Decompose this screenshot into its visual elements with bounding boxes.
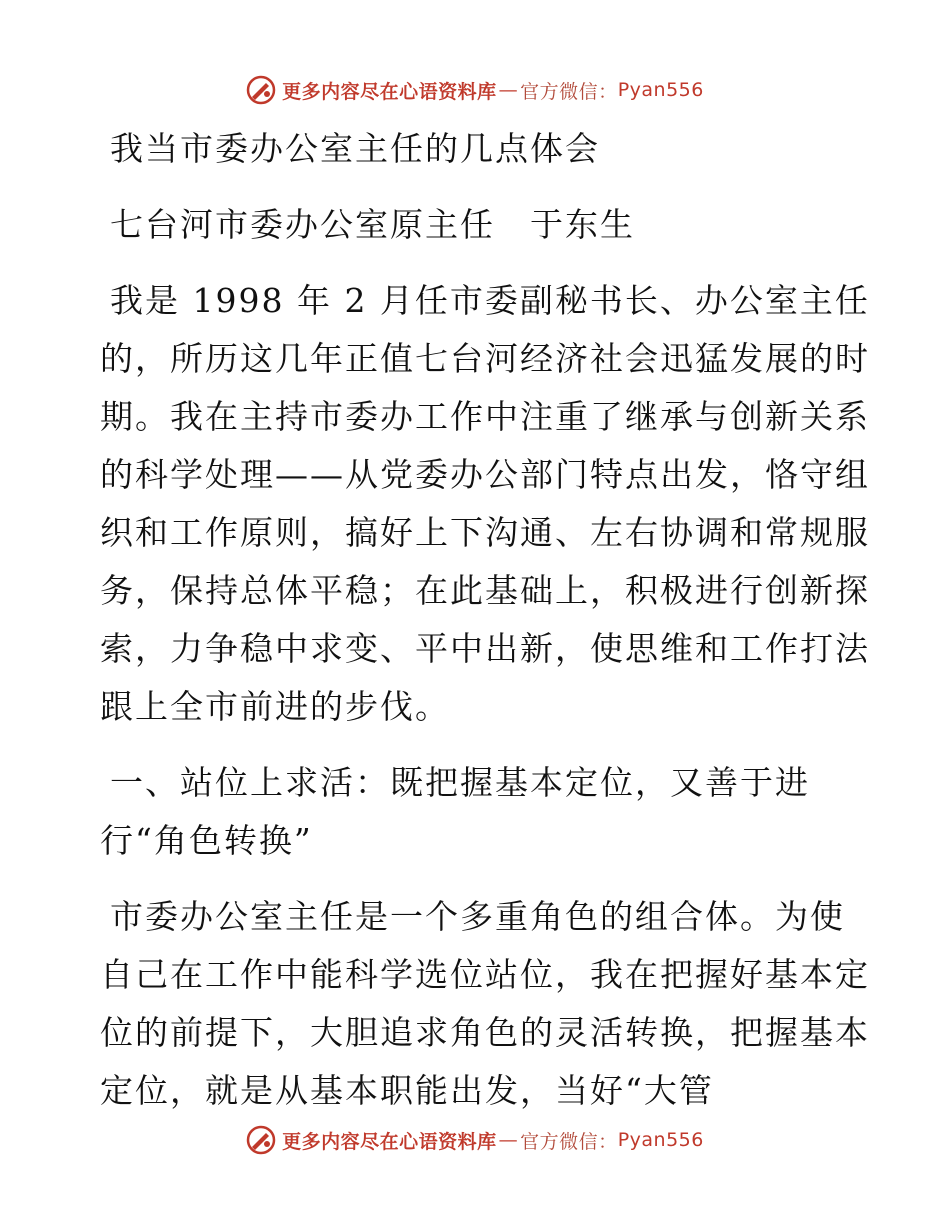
paragraph-intro	[100, 272, 870, 736]
watermark-wechat-id: Pyan556	[617, 79, 704, 101]
watermark-header	[0, 70, 950, 110]
watermark-footer	[0, 1120, 950, 1160]
pen-logo-icon	[246, 1125, 276, 1155]
watermark-separator: —	[498, 1129, 519, 1151]
paragraph-roles	[100, 888, 870, 1120]
watermark-text: 更多内容尽在心语资料库	[282, 80, 497, 103]
heading-line: 一、站位上求活：既把握基本定位，又善于进	[110, 763, 810, 802]
paragraph-line: 我是 1998 年 2 月任市委副秘书长、办公室主任	[110, 281, 870, 320]
paragraph-line: 期。我在主持市委办工作中注重了继承与创新关系	[100, 397, 870, 436]
paragraph-line: 的，所历这几年正值七台河经济社会迅猛发展的时	[100, 339, 870, 378]
watermark-text: 更多内容尽在心语资料库	[282, 1130, 497, 1153]
document-title: 我当市委办公室主任的几点体会	[110, 129, 600, 168]
section-heading-1	[100, 754, 860, 870]
document-body	[100, 120, 870, 1120]
paragraph-line: 位的前提下，大胆追求角色的灵活转换，把握基本	[100, 1013, 870, 1052]
paragraph-line: 务，保持总体平稳；在此基础上，积极进行创新探	[100, 571, 870, 610]
paragraph-line: 织和工作原则，搞好上下沟通、左右协调和常规服	[100, 513, 870, 552]
heading-line: 行“角色转换”	[100, 821, 313, 860]
watermark-label: 官方微信：	[520, 1130, 618, 1153]
paragraph-line: 跟上全市前进的步伐。	[100, 687, 450, 726]
author-line: 七台河市委办公室原主任 于东生	[110, 205, 635, 244]
paragraph-line: 自己在工作中能科学选位站位，我在把握好基本定	[100, 955, 870, 994]
watermark-label: 官方微信：	[520, 80, 618, 103]
paragraph-line: 的科学处理——从党委办公部门特点出发，恪守组	[100, 455, 870, 494]
watermark-separator: —	[498, 79, 519, 101]
paragraph-line: 定位，就是从基本职能出发，当好“大管	[100, 1071, 714, 1110]
pen-logo-icon	[246, 75, 276, 105]
paragraph-line: 市委办公室主任是一个多重角色的组合体。为使	[110, 897, 845, 936]
watermark-wechat-id: Pyan556	[617, 1129, 704, 1151]
paragraph-line: 索，力争稳中求变、平中出新，使思维和工作打法	[100, 629, 870, 668]
